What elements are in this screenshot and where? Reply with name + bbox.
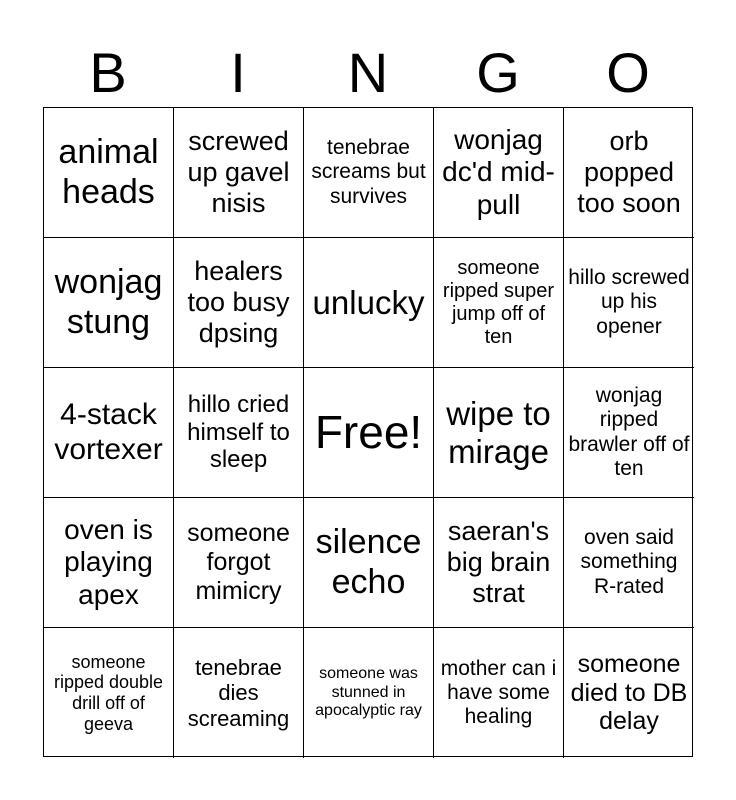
bingo-header (43, 40, 693, 106)
bingo-cell-text: hillo cried himself to sleep (187, 391, 290, 474)
bingo-cell-r5c3[interactable] (304, 628, 434, 758)
bingo-cell-r3c2[interactable] (174, 368, 304, 498)
bingo-cell-r1c4[interactable] (434, 108, 564, 238)
bingo-cell-r4c2[interactable] (174, 498, 304, 628)
bingo-cell-r3c3[interactable] (304, 368, 434, 498)
bingo-cell-text: healers too busy dpsing (187, 255, 290, 349)
bingo-cell-text: wonjag dc'd mid-pull (442, 124, 555, 220)
bingo-cell-r4c4[interactable] (434, 498, 564, 628)
bingo-cell-text: Free! (314, 406, 423, 459)
header-letter-n: N (347, 41, 389, 104)
bingo-cell-r1c2[interactable] (174, 108, 304, 238)
bingo-cell-r4c3[interactable] (304, 498, 434, 628)
bingo-cell-r1c3[interactable] (304, 108, 434, 238)
bingo-cell-text: hillo screwed up his opener (568, 266, 690, 338)
header-letter-g: G (476, 41, 520, 104)
bingo-cell-r5c2[interactable] (174, 628, 304, 758)
bingo-cell-text: someone died to DB delay (570, 649, 688, 736)
bingo-cell-text: orb popped too soon (577, 125, 681, 219)
bingo-cell-r5c1[interactable] (44, 628, 174, 758)
bingo-cell-r1c5[interactable] (564, 108, 694, 238)
bingo-cell-text: wipe to mirage (446, 394, 551, 470)
bingo-cell-text: someone forgot mimicry (187, 519, 290, 605)
bingo-cell-text: saeran's big brain strat (446, 515, 551, 609)
bingo-cell-text: someone was stunned in apocalyptic ray (315, 665, 422, 720)
bingo-cell-text: tenebrae dies screaming (187, 655, 290, 731)
bingo-cell-r5c5[interactable] (564, 628, 694, 758)
bingo-cell-r2c2[interactable] (174, 238, 304, 368)
bingo-cell-text: animal heads (58, 133, 159, 211)
bingo-cell-text: wonjag ripped brawler off of ten (568, 384, 690, 480)
bingo-cell-text: screwed up gavel nisis (187, 125, 290, 219)
bingo-cell-r1c1[interactable] (44, 108, 174, 238)
bingo-cell-text: wonjag stung (54, 263, 163, 341)
bingo-cell-text: oven is playing apex (64, 514, 153, 610)
bingo-cell-r2c5[interactable] (564, 238, 694, 368)
bingo-cell-text: silence echo (315, 523, 422, 601)
bingo-cell-r2c4[interactable] (434, 238, 564, 368)
header-letter-o: O (606, 41, 650, 104)
bingo-cell-r4c5[interactable] (564, 498, 694, 628)
bingo-cell-r3c5[interactable] (564, 368, 694, 498)
bingo-cell-r5c4[interactable] (434, 628, 564, 758)
bingo-cell-text: 4-stack vortexer (54, 398, 163, 466)
header-letter-i: I (230, 41, 246, 104)
bingo-board (43, 107, 693, 757)
bingo-cell-text: tenebrae screams but survives (311, 136, 426, 208)
bingo-cell-r3c4[interactable] (434, 368, 564, 498)
bingo-cell-r4c1[interactable] (44, 498, 174, 628)
bingo-cell-text: oven said something R-rated (580, 526, 678, 598)
bingo-cell-text: mother can i have some healing (440, 656, 557, 729)
bingo-cell-r3c1[interactable] (44, 368, 174, 498)
bingo-cell-text: someone ripped double drill off of geeva (53, 651, 164, 734)
bingo-cell-r2c1[interactable] (44, 238, 174, 368)
bingo-cell-text: someone ripped super jump off of ten (442, 256, 555, 348)
header-letter-b: B (89, 41, 127, 104)
bingo-cell-r2c3[interactable] (304, 238, 434, 368)
bingo-cell-text: unlucky (312, 283, 425, 321)
